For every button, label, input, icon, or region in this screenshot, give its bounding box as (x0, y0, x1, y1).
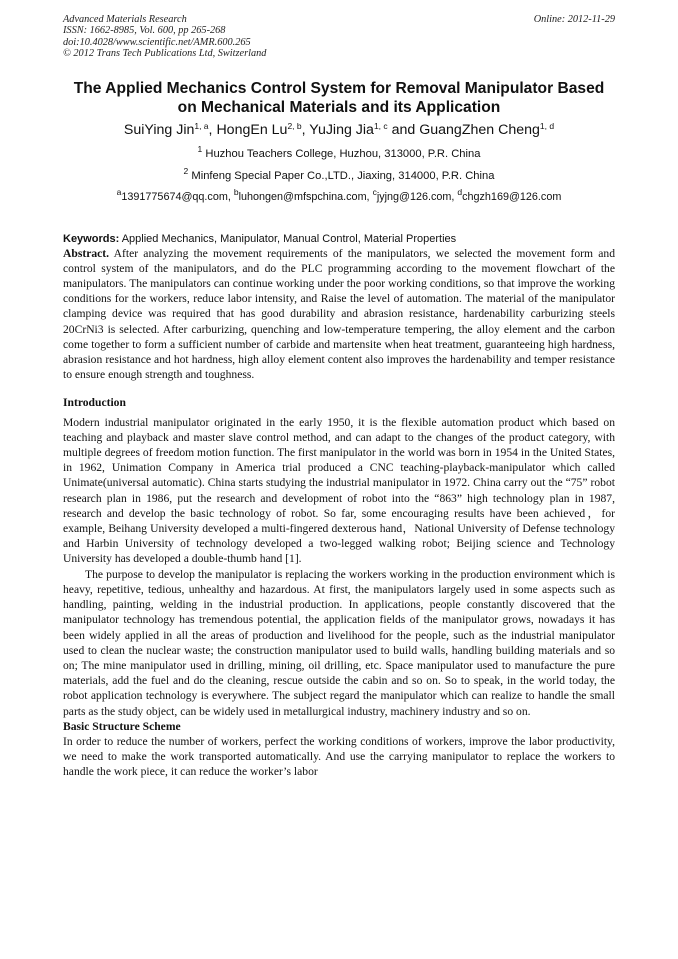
keywords-label: Keywords: (63, 232, 120, 245)
paragraph: Modern industrial manipulator originated in the early 1950, it is the flexible automation product which based on teaching and playback and master slave control method, and can adapt to the changes of the product category, with multiple degrees of freedom motion function. The first manipulator in the world was born in 1954 in the United States, in 1962, Unimation Company in America trial produced a CNC teaching-playback-manipulator which called Unimate(universal automatic). China starts studying the industrial manipulator in 1972. China carry out the “75” robot research plan in 1986, put the research and development of robot into the “863” high technology plan in 1987, research and develop the basic technology of robot. So far, some encouraging results have been achieved，for example, Beihang University developed a multi-fingered dexterous hand，National University of Defense technology and Harbin University of technology developed a two-legged walking robot; Beijing science and Technology University has developed a double-thumb hand [1]. (63, 415, 615, 566)
journal-name: Advanced Materials Research (63, 14, 187, 25)
affiliation-text: Minfeng Special Paper Co.,LTD., Jiaxing, 314000, P.R. China (191, 169, 495, 182)
affiliation-sup: 1 (197, 143, 203, 154)
copyright-line: © 2012 Trans Tech Publications Ltd, Switzerland (63, 48, 267, 60)
email-list (63, 186, 615, 204)
author-separator: , (301, 121, 310, 138)
author-sup: 1, c (373, 120, 388, 131)
keywords (63, 232, 615, 246)
affiliation-1 (63, 143, 615, 161)
email-sup: a (116, 186, 122, 197)
author-list (63, 121, 615, 140)
author-name: YuJing Jia (309, 121, 374, 138)
affiliation-2 (63, 165, 615, 183)
email-sup: d (457, 186, 463, 197)
issn-line: ISSN: 1662-8985, Vol. 600, pp 265-268 (63, 25, 226, 37)
email-sup: b (233, 186, 239, 197)
affiliation-text: Huzhou Teachers College, Huzhou, 313000, P.R. China (205, 147, 481, 160)
author (309, 122, 387, 138)
author-separator: , (208, 121, 217, 138)
author-name: SuiYing Jin (123, 121, 195, 138)
abstract-label: Abstract. (63, 246, 110, 260)
abstract-text: After analyzing the movement requirements of the manipulators, we selected the movement form and control system of the manipulators, and do the PLC programming according to the movement flowchart of the manipulators. The manipulators can continue working under the poor working conditions, so that improve the working conditions for the workers, reduce labor intensity, and Raise the level of automation. The material of the manipulator clamping device was required that has good durability and abrasion resistance, hardenability carburizing steels 20CrNi3 is selected. After carburizing, quenching and low-temperature tempering, the alloy element and the carbon come together to form a sufficient number of carbide and martensite when heat treatment, guaranteeing high hardness, abrasion resistance and hot hardness, high alloy element content also improves the hardenability and temper resistance to ensure enough strength and toughness. (63, 246, 615, 382)
doi-line: doi:10.4028/www.scientific.net/AMR.600.265 (63, 36, 251, 48)
affiliation-sup: 2 (183, 165, 189, 176)
paper-page (63, 14, 615, 780)
abstract (63, 246, 615, 383)
author-name: HongEn Lu (216, 121, 288, 138)
section-heading-introduction: Introduction (63, 396, 126, 410)
paper-body (63, 246, 615, 780)
title-line-2: on Mechanical Materials and its Application (177, 98, 501, 116)
author-sup: 1, a (194, 120, 209, 131)
email-link[interactable]: chgzh169@126.com (462, 190, 562, 203)
paper-title (63, 79, 615, 117)
keywords-text: Applied Mechanics, Manipulator, Manual Control, Material Properties (121, 232, 457, 245)
section-heading-basic-structure: Basic Structure Scheme (63, 719, 181, 733)
author-name: GuangZhen Cheng (419, 121, 540, 138)
author (216, 122, 301, 138)
author-sup: 2, b (287, 120, 302, 131)
running-header (63, 14, 615, 60)
author (124, 122, 209, 138)
author-sup: 1, d (539, 120, 555, 131)
email-sup: c (372, 186, 377, 197)
email-link[interactable]: luhongen@mfspchina.com, (238, 190, 373, 203)
email-link[interactable]: 1391775674@qq.com, (121, 190, 234, 203)
email-link[interactable]: jyjng@126.com, (376, 190, 458, 203)
paragraph: The purpose to develop the manipulator is replacing the workers working in the production environment which is heavy, repetitive, tedious, unhealthy and hazardous. At first, the manipulators largely used in some aspects such as handling, painting, welding in the industrial production. In applications, people constantly discovered that the manipulator technology has tremendous potential, the application fields of the manipulator grows, nowadays it has been widely applied in all the areas of production and livelihood for the people, such as the industrial manipulator used to clean the nuclear waste; the construction manipulator used to build walls, handling building materials and so on; The mine manipulator used in drilling, mining, oil drilling, etc. Space manipulator used to manufacture the pure materials, add the fuel and do the cleaning, rescue outside the cabin and so on. So to speak, in the world today, the robot application technology is everywhere. The subject regard the manipulator which can realize to handle the small parts as the study object, can be widely used in metallurgical industry, machinery industry and so on. (63, 567, 615, 718)
online-date: Online: 2012-11-29 (533, 14, 615, 25)
author (419, 122, 554, 138)
paragraph: In order to reduce the number of workers, perfect the working conditions of workers, improve the labor productivity, we need to make the work transported automatically. And use the carrying manipulator to replace the workers to handle the work piece, it can reduce the worker’s labor (63, 734, 615, 779)
author-separator: and (387, 121, 420, 138)
title-line-1: The Applied Mechanics Control System for Removal Manipulator Based (73, 79, 605, 97)
